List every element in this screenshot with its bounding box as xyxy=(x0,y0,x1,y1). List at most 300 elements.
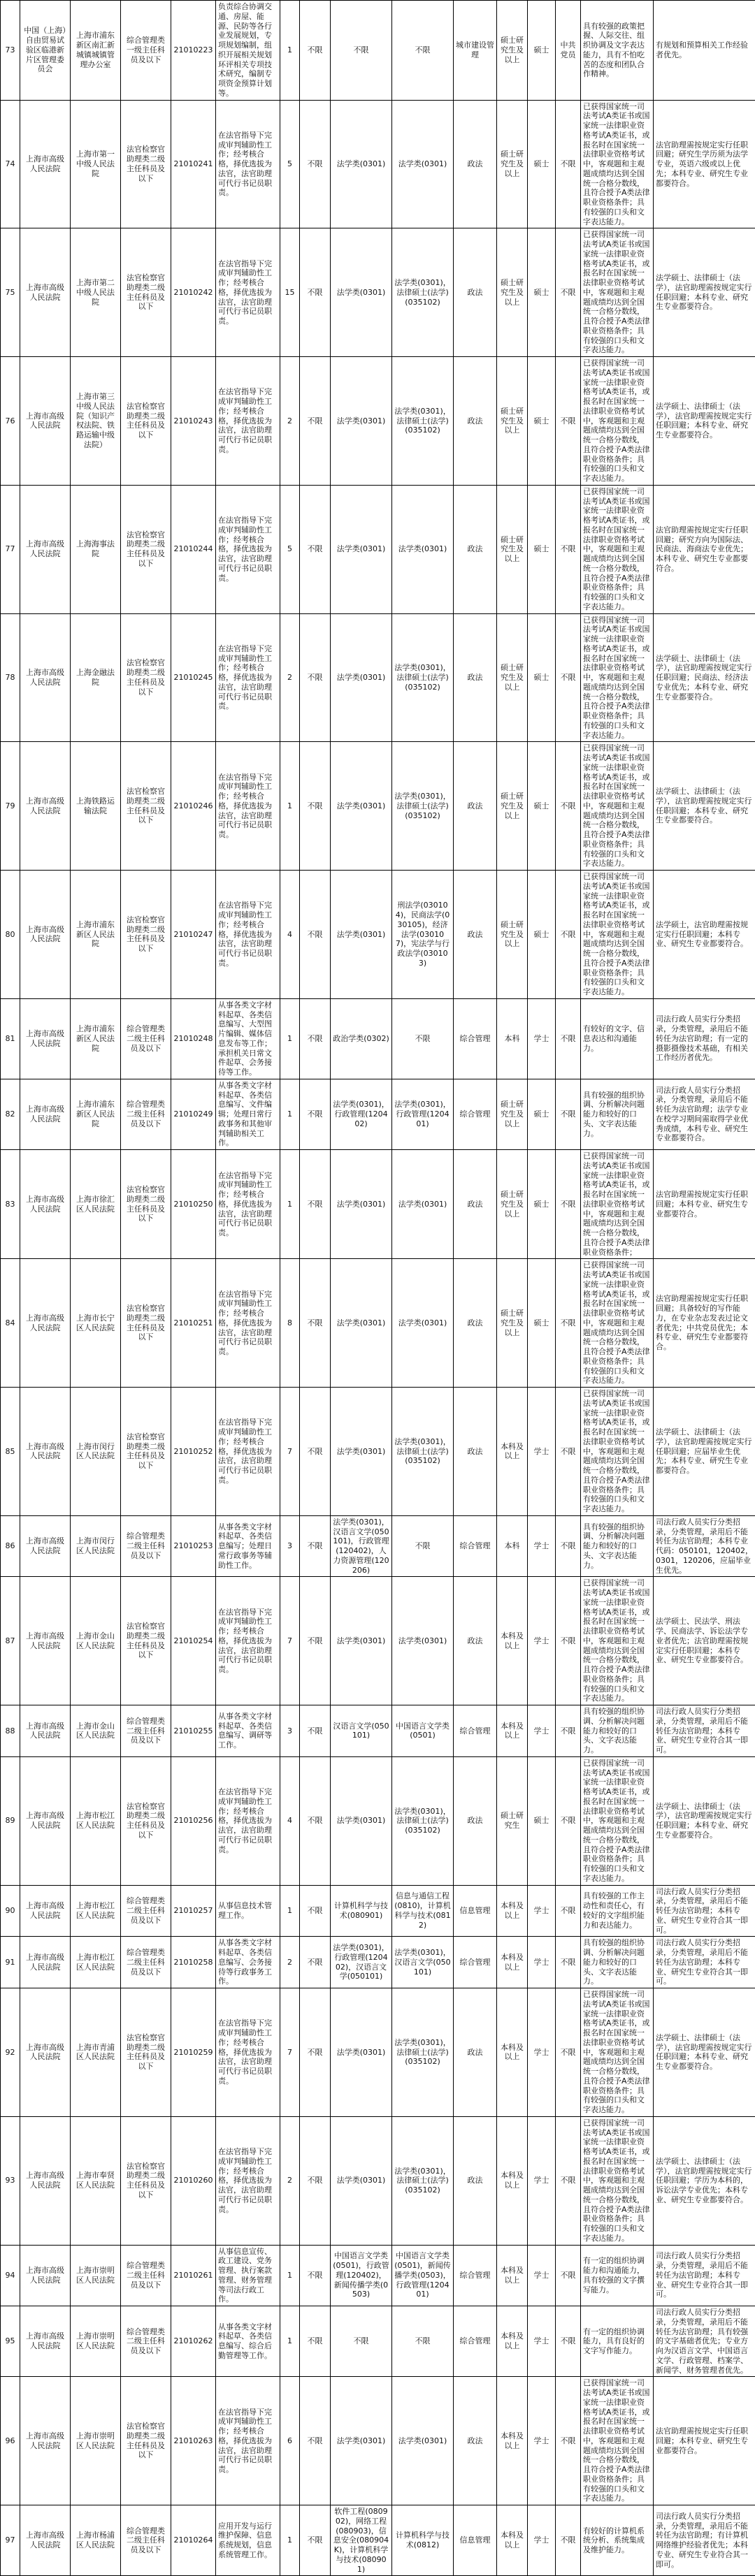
cell-description: 在法官指导下完成审判辅助性工作；经考核合格，择优选拔为法官，法官助理可代行书记员职责。 xyxy=(216,1388,280,1516)
cell-degree: 硕士 xyxy=(528,1756,556,1885)
cell-other: 法官助理需按规定实行任职回避；具备较好的写作能力，在专业杂志发表过论文者优先；中共党员优先；本科专业、研究生专业都要符合。 xyxy=(654,1259,755,1388)
cell-other: 法学硕士、法律硕士（法学），法官助理需按规定实行任职回避；本科专业、研究生专业都要符合。 xyxy=(654,1988,755,2117)
cell-seq: 85 xyxy=(1,1388,20,1516)
cell-dept: 上海市闵行区人民法院 xyxy=(71,1515,121,1577)
cell-count: 7 xyxy=(280,1577,300,1705)
cell-major_grad: 信息与通信工程(0810)，计算机科学与技术(0812) xyxy=(392,1885,454,1937)
cell-degree: 硕士 xyxy=(528,1079,556,1149)
table-row xyxy=(1,1885,755,1937)
cell-seq: 93 xyxy=(1,2116,20,2245)
cell-other: 司法行政人员实行分类招录，分类管理，录用后不能转任为法官助理；本科专业、研究生专业符合其一即可。 xyxy=(654,2245,755,2306)
cell-other: 司法行政人员实行分类招录，分类管理，录用后不能转任为法官助理；有一定的摄影摄像技术基础，有相关工作经历者优先。 xyxy=(654,998,755,1079)
cell-major_grad: 不限 xyxy=(392,2306,454,2377)
cell-politics: 不限 xyxy=(556,613,581,742)
cell-exp: 不限 xyxy=(300,2505,331,2576)
cell-degree: 硕士 xyxy=(528,742,556,871)
cell-seq: 77 xyxy=(1,485,20,613)
cell-dept: 上海市徐汇区人民法院 xyxy=(71,1150,121,1259)
cell-exam_type: 综合管理 xyxy=(454,2306,497,2377)
cell-other: 法学硕士、法律硕士（法学），法官助理需按规定实行任职回避；本科专业、研究生专业都要符合。 xyxy=(654,357,755,486)
cell-degree: 学士 xyxy=(528,1988,556,2117)
cell-requirements: 已获得国家统一司法考试A类证书或国家统一法律职业资格考试A类证书，或报名时在国家统一法律职业资格考试中，客观题和主观题成绩均达到全国统一合格分数线，且符合授予A类法律职业资格条件；具有较强的口头和文字表达能力。 xyxy=(581,1388,654,1516)
cell-exam_type: 政法 xyxy=(454,228,497,357)
cell-politics: 不限 xyxy=(556,871,581,999)
cell-description: 负责综合协调交通、房屋、能源、民防等各行业发展规划，专项规划编制，组织开展相关规划环评相关专项技术研究，编制专项资金预算计划等。 xyxy=(216,1,280,101)
cell-degree: 硕士 xyxy=(528,357,556,486)
cell-unit: 上海市高级人民法院 xyxy=(20,1515,71,1577)
cell-other: 法学硕士、法律硕士（法学），法官助理需按规定实行任职回避；本科专业、研究生专业都要符合。 xyxy=(654,1756,755,1885)
cell-exp: 不限 xyxy=(300,2306,331,2377)
cell-degree: 学士 xyxy=(528,1705,556,1757)
cell-count: 6 xyxy=(280,2377,300,2505)
cell-position: 法官检察官助理类二级主任科员及以下 xyxy=(121,1259,171,1388)
cell-exam_type: 政法 xyxy=(454,1756,497,1885)
cell-politics: 不限 xyxy=(556,2116,581,2245)
cell-other: 法学硕士、法律硕士（法学），法官助理需按规定实行任职回避；本科专业、研究生专业都要符合。 xyxy=(654,742,755,871)
table-row xyxy=(1,1388,755,1516)
cell-exp: 不限 xyxy=(300,1150,331,1259)
cell-position: 法官检察官助理类二级主任科员及以下 xyxy=(121,1150,171,1259)
cell-seq: 94 xyxy=(1,2245,20,2306)
cell-major_ug: 法学类(0301) xyxy=(331,2377,392,2505)
cell-dept: 上海市第二中级人民法院 xyxy=(71,228,121,357)
table-row xyxy=(1,357,755,486)
cell-politics: 不限 xyxy=(556,2245,581,2306)
cell-code: 21010243 xyxy=(171,357,216,486)
cell-requirements: 具有较强的组织协调、分析解决问题能力和较好的口头、文字表达能力。 xyxy=(581,1079,654,1149)
cell-dept: 上海市青浦区人民法院 xyxy=(71,1988,121,2117)
cell-edu: 硕士研究生及以上 xyxy=(497,1259,528,1388)
cell-count: 1 xyxy=(280,2245,300,2306)
cell-edu: 本科 xyxy=(497,1515,528,1577)
cell-edu: 硕士研究生及以上 xyxy=(497,1,528,101)
cell-requirements: 已获得国家统一司法考试A类证书或国家统一法律职业资格考试A类证书，或报名时在国家统一法律职业资格考试中，客观题和主观题成绩均达到全国统一合格分数线，且符合授予A类法律职业资格条件；具有较强的口头和文字表达能力。 xyxy=(581,1259,654,1388)
cell-exp: 不限 xyxy=(300,2377,331,2505)
cell-description: 从事各类文字材料起草、各类信息编写、大型图片编辑、媒体信息发布等工作；承担机关日常文件起草、会务接待等工作。 xyxy=(216,998,280,1079)
cell-exam_type: 综合管理 xyxy=(454,1705,497,1757)
cell-description: 在法官指导下完成审判辅助性工作；经考核合格，择优选拔为法官，法官助理可代行书记员职责。 xyxy=(216,357,280,486)
cell-other: 法学硕士、法律硕士（法学），法官助理需按规定实行任职回避；民商法、经济法专业优先；本科专业、研究生专业都要符合。 xyxy=(654,613,755,742)
cell-major_grad: 法学类(0301) xyxy=(392,1259,454,1388)
cell-exp: 不限 xyxy=(300,1388,331,1516)
cell-politics: 不限 xyxy=(556,1988,581,2117)
cell-exam_type: 政法 xyxy=(454,485,497,613)
cell-seq: 88 xyxy=(1,1705,20,1757)
cell-politics: 不限 xyxy=(556,1937,581,1988)
cell-requirements: 有较好的文字、信息表达和沟通能力。 xyxy=(581,998,654,1079)
cell-dept: 上海市金山区人民法院 xyxy=(71,1577,121,1705)
cell-unit: 上海市高级人民法院 xyxy=(20,357,71,486)
cell-other: 司法行政人员实行分类招录，分类管理，录用后不能转任为法官助理；本科专业代码：050101，120402，0301，120206，应届毕业生优先。 xyxy=(654,1515,755,1577)
cell-exp: 不限 xyxy=(300,2116,331,2245)
cell-edu: 本科 xyxy=(497,998,528,1079)
cell-major_ug: 法学类(0301) xyxy=(331,1388,392,1516)
cell-unit: 上海市高级人民法院 xyxy=(20,485,71,613)
cell-seq: 74 xyxy=(1,100,20,228)
cell-major_grad: 法学类(0301)，法律硕士(法学)(035102) xyxy=(392,613,454,742)
cell-requirements: 有较好的计算机系统分析、系统集成及维护能力。 xyxy=(581,2505,654,2576)
cell-code: 21010258 xyxy=(171,1937,216,1988)
cell-count: 1 xyxy=(280,2505,300,2576)
cell-major_ug: 法学类(0301) xyxy=(331,1150,392,1259)
cell-dept: 上海市杨浦区人民法院 xyxy=(71,2505,121,2576)
cell-description: 在法官指导下完成审判辅助性工作；经考核合格，择优选拔为法官，法官助理可代行书记员职责。 xyxy=(216,2116,280,2245)
cell-position: 综合管理类二级主任科员及以下 xyxy=(121,1937,171,1988)
cell-other: 法学硕士、法律硕士（法学），法官助理需按规定实行任职回避；应届毕业生优先；本科专业、研究生专业都要符合。 xyxy=(654,1388,755,1516)
cell-major_grad: 法学类(0301) xyxy=(392,1150,454,1259)
cell-code: 21010245 xyxy=(171,613,216,742)
cell-position: 法官检察官助理类二级主任科员及以下 xyxy=(121,1756,171,1885)
cell-count: 5 xyxy=(280,100,300,228)
cell-exp: 不限 xyxy=(300,228,331,357)
cell-major_ug: 法学类(0301) xyxy=(331,613,392,742)
cell-major_grad: 法学类(0301)，法律硕士(法学)(035102) xyxy=(392,357,454,486)
cell-count: 7 xyxy=(280,1988,300,2117)
cell-major_grad: 不限 xyxy=(392,998,454,1079)
cell-unit: 上海市高级人民法院 xyxy=(20,1937,71,1988)
cell-requirements: 具有较强的组织协调、分析解决问题能力和较好的口头、文字表达能力。 xyxy=(581,1705,654,1757)
cell-edu: 本科及以上 xyxy=(497,2306,528,2377)
cell-unit: 上海市高级人民法院 xyxy=(20,1388,71,1516)
cell-requirements: 已获得国家统一司法考试A类证书或国家统一法律职业资格考试A类证书，或报名时在国家统一法律职业资格考试中，客观题和主观题成绩均达到全国统一合格分数线，且符合授予A类法律职业资格条件；具有较强的口头和文字表达能力。 xyxy=(581,613,654,742)
cell-major_ug: 汉语言文学(050101) xyxy=(331,1705,392,1757)
cell-count: 3 xyxy=(280,1705,300,1757)
cell-degree: 学士 xyxy=(528,1388,556,1516)
table-row xyxy=(1,1150,755,1259)
cell-code: 21010246 xyxy=(171,742,216,871)
cell-exam_type: 政法 xyxy=(454,1388,497,1516)
cell-major_ug: 法学类(0301)，汉语言文学(050101)，行政管理(120402)，人力资源管理(120206) xyxy=(331,1515,392,1577)
cell-code: 21010260 xyxy=(171,2116,216,2245)
cell-count: 2 xyxy=(280,613,300,742)
cell-dept: 上海市长宁区人民法院 xyxy=(71,1259,121,1388)
cell-major_ug: 法学类(0301) xyxy=(331,1988,392,2117)
cell-other: 司法行政人员实行分类招录，分类管理，录用后不能转任为法官助理；具有较强的文字基础者优先；专业方向为汉语言文学、中国语言文学、行政管理、档案学、新闻学、财务管理者优先。 xyxy=(654,2306,755,2377)
cell-count: 1 xyxy=(280,998,300,1079)
cell-exam_type: 政法 xyxy=(454,2116,497,2245)
cell-position: 法官检察官助理类二级主任科员及以下 xyxy=(121,1388,171,1516)
table-row xyxy=(1,1,755,101)
cell-requirements: 具有较强的政策把握、人际交往、组织协调及文字表达能力，具有不怕吃苦的态度和团队合作精神。 xyxy=(581,1,654,101)
cell-code: 21010250 xyxy=(171,1150,216,1259)
cell-dept: 上海市浦东新区人民法院 xyxy=(71,998,121,1079)
cell-other: 司法行政人员实行分类招录，分类管理，录用后不能转任为法官助理；本科专业、研究生专业符合其一即可。 xyxy=(654,1705,755,1757)
cell-code: 21010249 xyxy=(171,1079,216,1149)
cell-position: 法官检察官助理类二级主任科员及以下 xyxy=(121,357,171,486)
cell-seq: 76 xyxy=(1,357,20,486)
cell-requirements: 具有较强的组织协调、分析解决问题能力和较好的口头、文字表达能力。 xyxy=(581,1937,654,1988)
cell-politics: 中共党员 xyxy=(556,1,581,101)
cell-edu: 本科及以上 xyxy=(497,1577,528,1705)
cell-politics: 不限 xyxy=(556,485,581,613)
cell-major_grad: 刑法学(030104)，民商法学(030105)，经济法学(030107)，宪法学与行政法学(030103) xyxy=(392,871,454,999)
cell-description: 在法官指导下完成审判辅助性工作；经考核合格，择优选拔为法官，法官助理可代行书记员职责。 xyxy=(216,1756,280,1885)
table-row xyxy=(1,2505,755,2576)
cell-description: 应用开发与运行维护保障、信息系统规划，信息系统管理工作。 xyxy=(216,2505,280,2576)
cell-major_grad: 中国语言文学类(0501)，新闻传播学类(0503)，行政管理(120401) xyxy=(392,2245,454,2306)
cell-exam_type: 城市建设管理 xyxy=(454,1,497,101)
cell-unit: 上海市高级人民法院 xyxy=(20,1577,71,1705)
cell-requirements: 已获得国家统一司法考试A类证书或国家统一法律职业资格考试A类证书，或报名时在国家统一法律职业资格考试中，客观题和主观题成绩均达到全国统一合格分数线，且符合授予A类法律职业资格条件；具有较强的口头和文字表达能力。 xyxy=(581,2116,654,2245)
cell-major_ug: 法学类(0301) xyxy=(331,100,392,228)
cell-count: 15 xyxy=(280,228,300,357)
cell-exam_type: 政法 xyxy=(454,1150,497,1259)
cell-edu: 硕士研究生及以上 xyxy=(497,228,528,357)
cell-edu: 硕士研究生及以上 xyxy=(497,100,528,228)
cell-position: 法官检察官助理类二级主任科员及以下 xyxy=(121,100,171,228)
cell-politics: 不限 xyxy=(556,2306,581,2377)
cell-degree: 学士 xyxy=(528,1515,556,1577)
cell-major_grad: 法学类(0301) xyxy=(392,485,454,613)
cell-exam_type: 信息管理 xyxy=(454,1885,497,1937)
cell-exam_type: 综合管理 xyxy=(454,1937,497,1988)
cell-exp: 不限 xyxy=(300,2245,331,2306)
table-row xyxy=(1,871,755,999)
cell-dept: 上海市第一中级人民法院 xyxy=(71,100,121,228)
cell-description: 在法官指导下完成审判辅助性工作；经考核合格，择优选拔为法官，法官助理可代行书记员职责。 xyxy=(216,2377,280,2505)
cell-degree: 硕士 xyxy=(528,871,556,999)
cell-other: 司法行政人员实行分类招录，分类管理，录用后不能转任为法官助理；本科专业、研究生专业符合其一即可。 xyxy=(654,1937,755,1988)
cell-unit: 上海市高级人民法院 xyxy=(20,228,71,357)
cell-code: 21010248 xyxy=(171,998,216,1079)
cell-degree: 学士 xyxy=(528,1885,556,1937)
cell-seq: 90 xyxy=(1,1885,20,1937)
cell-major_grad: 计算机科学与技术(0812) xyxy=(392,2505,454,2576)
table-row xyxy=(1,1259,755,1388)
cell-requirements: 已获得国家统一司法考试A类证书或国家统一法律职业资格考试A类证书，或报名时在国家统一法律职业资格考试中，客观题和主观题成绩均达到全国统一合格分数线，且符合授予A类法律职业资格条件；具有较强的口头和文字表达能力。 xyxy=(581,357,654,486)
table-row xyxy=(1,485,755,613)
cell-dept: 上海市第三中级人民法院（知识产权法院、铁路运输中级法院） xyxy=(71,357,121,486)
cell-requirements: 已获得国家统一司法考试A类证书或国家统一法律职业资格考试A类证书，或报名时在国家统一法律职业资格考试中，客观题和主观题成绩均达到全国统一合格分数线，且符合授予A类法律职业资格条件；具有较强的口头和文字表达能力。 xyxy=(581,228,654,357)
cell-politics: 不限 xyxy=(556,1885,581,1937)
cell-major_grad: 法学类(0301)，法律硕士(法学)(035102) xyxy=(392,1756,454,1885)
table-row xyxy=(1,2306,755,2377)
cell-politics: 不限 xyxy=(556,1577,581,1705)
cell-position: 法官检察官助理类二级主任科员及以下 xyxy=(121,485,171,613)
cell-major_ug: 法学类(0301)，行政管理(120402) xyxy=(331,1079,392,1149)
cell-exam_type: 综合管理 xyxy=(454,2245,497,2306)
cell-degree: 硕士 xyxy=(528,228,556,357)
cell-count: 5 xyxy=(280,485,300,613)
cell-position: 法官检察官助理类二级主任科员及以下 xyxy=(121,742,171,871)
cell-position: 法官检察官助理类二级主任科员及以下 xyxy=(121,871,171,999)
job-table-body xyxy=(1,1,755,2576)
cell-dept: 上海市松江区人民法院 xyxy=(71,1885,121,1937)
cell-code: 21010252 xyxy=(171,1388,216,1516)
cell-exp: 不限 xyxy=(300,742,331,871)
cell-seq: 96 xyxy=(1,2377,20,2505)
cell-description: 在法官指导下完成审判辅助性工作；经考核合格，择优选拔为法官，法官助理可代行书记员职责。 xyxy=(216,742,280,871)
table-row xyxy=(1,1705,755,1757)
cell-count: 2 xyxy=(280,2116,300,2245)
cell-seq: 95 xyxy=(1,2306,20,2377)
cell-requirements: 具有较强的组织协调、分析解决问题能力和较好的口头、文字表达能力。 xyxy=(581,1515,654,1577)
table-row xyxy=(1,998,755,1079)
cell-unit: 上海市高级人民法院 xyxy=(20,998,71,1079)
cell-edu: 硕士研究生及以上 xyxy=(497,742,528,871)
cell-dept: 上海市崇明区人民法院 xyxy=(71,2377,121,2505)
cell-degree: 学士 xyxy=(528,2377,556,2505)
cell-exam_type: 政法 xyxy=(454,357,497,486)
table-row xyxy=(1,613,755,742)
cell-edu: 硕士研究生及以上 xyxy=(497,1150,528,1259)
cell-dept: 上海市闵行区人民法院 xyxy=(71,1388,121,1516)
cell-other: 法官助理需按规定实行任职回避；研究方向为国际法、民商法、海商法专业优先；本科专业、研究生专业都要符合。 xyxy=(654,485,755,613)
cell-description: 在法官指导下完成审判辅助性工作；经考核合格，择优选拔为法官，法官助理可代行书记员职责。 xyxy=(216,871,280,999)
cell-other: 法学硕士、民法学、刑法学、民商法学、诉讼法学专业者优先；法官助理需按规定实行任职回避；本科专业、研究生专业都要符合。 xyxy=(654,1577,755,1705)
cell-politics: 不限 xyxy=(556,2377,581,2505)
table-row xyxy=(1,1515,755,1577)
cell-position: 法官检察官助理类二级主任科员及以下 xyxy=(121,1988,171,2117)
cell-code: 21010244 xyxy=(171,485,216,613)
cell-count: 1 xyxy=(280,742,300,871)
cell-other: 司法行政人员实行分类招录，分类管理，录用后不能转任为法官助理；法学专业在校学习期间需取得学业优秀成绩，本科专业、研究生专业都要符合。 xyxy=(654,1079,755,1149)
cell-dept: 上海市奉贤区人民法院 xyxy=(71,2116,121,2245)
cell-exam_type: 信息管理 xyxy=(454,2505,497,2576)
cell-seq: 92 xyxy=(1,1988,20,2117)
cell-exam_type: 综合管理 xyxy=(454,998,497,1079)
table-row xyxy=(1,228,755,357)
cell-seq: 79 xyxy=(1,742,20,871)
cell-exp: 不限 xyxy=(300,1756,331,1885)
cell-major_grad: 法学类(0301) xyxy=(392,1577,454,1705)
cell-degree: 硕士 xyxy=(528,485,556,613)
cell-edu: 本科及以上 xyxy=(497,1988,528,2117)
cell-code: 21010255 xyxy=(171,1705,216,1757)
cell-major_ug: 法学类(0301) xyxy=(331,871,392,999)
cell-count: 1 xyxy=(280,1885,300,1937)
cell-position: 法官检察官助理类二级主任科员及以下 xyxy=(121,613,171,742)
cell-major_ug: 法学类(0301) xyxy=(331,1756,392,1885)
cell-exp: 不限 xyxy=(300,613,331,742)
cell-dept: 上海市浦东新区人民法院 xyxy=(71,871,121,999)
cell-seq: 82 xyxy=(1,1079,20,1149)
cell-edu: 本科及以上 xyxy=(497,2505,528,2576)
cell-dept: 上海铁路运输法院 xyxy=(71,742,121,871)
cell-dept: 上海金融法院 xyxy=(71,613,121,742)
cell-degree: 硕士 xyxy=(528,1150,556,1259)
cell-count: 1 xyxy=(280,2306,300,2377)
cell-exam_type: 政法 xyxy=(454,871,497,999)
cell-exp: 不限 xyxy=(300,1577,331,1705)
cell-description: 在法官指导下完成审判辅助性工作；经考核合格，择优选拔为法官，法官助理可代行书记员职责。 xyxy=(216,100,280,228)
cell-major_ug: 不限 xyxy=(331,2306,392,2377)
cell-seq: 80 xyxy=(1,871,20,999)
cell-seq: 87 xyxy=(1,1577,20,1705)
cell-dept: 上海市崇明区人民法院 xyxy=(71,2245,121,2306)
table-row xyxy=(1,2245,755,2306)
cell-politics: 不限 xyxy=(556,742,581,871)
cell-dept: 上海市崇明区人民法院 xyxy=(71,2306,121,2377)
cell-seq: 75 xyxy=(1,228,20,357)
cell-edu: 硕士研究生 xyxy=(497,1756,528,1885)
table-row xyxy=(1,1756,755,1885)
cell-description: 在法官指导下完成审判辅助性工作；经考核合格，择优选拔为法官，法官助理可代行书记员职责。 xyxy=(216,1577,280,1705)
cell-other: 法学硕士、法律硕士（法学），法官助理需按规定实行任职回避；本科专业、研究生专业都要符合。 xyxy=(654,228,755,357)
cell-exam_type: 政法 xyxy=(454,100,497,228)
cell-position: 综合管理类二级主任科员及以下 xyxy=(121,1885,171,1937)
cell-politics: 不限 xyxy=(556,1079,581,1149)
cell-count: 1 xyxy=(280,1150,300,1259)
cell-requirements: 有一定的组织协调能力和沟通能力，具有较强的文字撰写能力。 xyxy=(581,2245,654,2306)
cell-unit: 上海市高级人民法院 xyxy=(20,1885,71,1937)
cell-major_ug: 法学类(0301) xyxy=(331,228,392,357)
cell-edu: 硕士研究生及以上 xyxy=(497,357,528,486)
cell-seq: 86 xyxy=(1,1515,20,1577)
cell-degree: 学士 xyxy=(528,2245,556,2306)
cell-major_ug: 中国语言文学类(0501)，行政管理(120402)，新闻传播学类(0503) xyxy=(331,2245,392,2306)
cell-exp: 不限 xyxy=(300,100,331,228)
cell-code: 21010251 xyxy=(171,1259,216,1388)
cell-exam_type: 综合管理 xyxy=(454,1515,497,1577)
cell-major_ug: 不限 xyxy=(331,1,392,101)
cell-description: 从事各类文字材料起草、各类信息编写、文件编辑；处理日常行政事务和其他审判辅助相关工作。 xyxy=(216,1079,280,1149)
cell-requirements: 已获得国家统一司法考试A类证书或国家统一法律职业资格考试A类证书，或报名时在国家统一法律职业资格考试中，客观题和主观题成绩均达到全国统一合格分数线，且符合授予A类法律职业资格条件；具有较强的口头和文字表达能力。 xyxy=(581,1756,654,1885)
cell-unit: 上海市高级人民法院 xyxy=(20,1705,71,1757)
cell-major_ug: 计算机科学与技术(080901) xyxy=(331,1885,392,1937)
cell-description: 在法官指导下完成审判辅助性工作；经考核合格，择优选拔为法官，法官助理可代行书记员职责。 xyxy=(216,1988,280,2117)
cell-unit: 上海市高级人民法院 xyxy=(20,1079,71,1149)
cell-position: 综合管理类二级主任科员及以下 xyxy=(121,2245,171,2306)
cell-other: 法学硕士，法官助理需按规定实行任职回避；本科专业、研究生专业都要符合。 xyxy=(654,871,755,999)
cell-exp: 不限 xyxy=(300,1705,331,1757)
cell-requirements: 已获得国家统一司法考试A类证书或国家统一法律职业资格考试A类证书，或报名时在国家统一法律职业资格考试中，客观题和主观题成绩均达到全国统一合格分数线，且符合授予A类法律职业资格条件；具有较强的口头和文字表达能力。 xyxy=(581,100,654,228)
cell-exp: 不限 xyxy=(300,1885,331,1937)
cell-requirements: 已获得国家统一司法考试A类证书或国家统一法律职业资格考试A类证书，或报名时在国家统一法律职业资格考试中，客观题和主观题成绩均达到全国统一合格分数线，且符合授予A类法律职业资格条件；具有较强的口头和文字表达能力。 xyxy=(581,2377,654,2505)
table-row xyxy=(1,1988,755,2117)
cell-major_ug: 法学类(0301) xyxy=(331,1259,392,1388)
cell-exp: 不限 xyxy=(300,998,331,1079)
cell-count: 7 xyxy=(280,1388,300,1516)
cell-description: 在法官指导下完成审判辅助性工作；经考核合格，择优选拔为法官，法官助理可代行书记员职责。 xyxy=(216,1150,280,1259)
cell-edu: 本科及以上 xyxy=(497,2245,528,2306)
cell-seq: 84 xyxy=(1,1259,20,1388)
cell-edu: 硕士研究生及以上 xyxy=(497,1079,528,1149)
cell-description: 在法官指导下完成审判辅助性工作；经考核合格，择优选拔为法官，法官助理可代行书记员职责。 xyxy=(216,228,280,357)
cell-major_ug: 法学类(0301) xyxy=(331,357,392,486)
cell-degree: 学士 xyxy=(528,998,556,1079)
cell-major_ug: 法学类(0301) xyxy=(331,1577,392,1705)
cell-seq: 83 xyxy=(1,1150,20,1259)
cell-major_grad: 法学类(0301)，法律硕士(法学)(035102) xyxy=(392,742,454,871)
cell-exam_type: 政法 xyxy=(454,1259,497,1388)
cell-unit: 上海市高级人民法院 xyxy=(20,871,71,999)
cell-politics: 不限 xyxy=(556,1756,581,1885)
cell-code: 21010263 xyxy=(171,2377,216,2505)
cell-unit: 上海市高级人民法院 xyxy=(20,2505,71,2576)
cell-other: 法学硕士、法律硕士（法学），法官助理需按规定实行任职回避；学历为本科的，诉讼法学专业优先；本科专业、研究生专业都要符合。 xyxy=(654,2116,755,2245)
cell-major_ug: 法学类(0301) xyxy=(331,742,392,871)
cell-code: 21010241 xyxy=(171,100,216,228)
cell-major_ug: 法学类(0301)，行政管理(120402)，汉语言文学(050101) xyxy=(331,1937,392,1988)
cell-exam_type: 政法 xyxy=(454,613,497,742)
cell-major_grad: 不限 xyxy=(392,1515,454,1577)
cell-requirements: 已获得国家统一司法考试A类证书或国家统一法律职业资格考试A类证书，或报名时在国家统一法律职业资格考试中，客观题和主观题成绩均达到全国统一合格分数线，且符合授予A类法律职业资格条件；具有较强的口头和文字表达能力。 xyxy=(581,871,654,999)
table-row xyxy=(1,1937,755,1988)
cell-seq: 81 xyxy=(1,998,20,1079)
cell-requirements: 已获得国家统一司法考试A类证书或国家统一法律职业资格考试A类证书，或报名时在国家统一法律职业资格考试中，客观题和主观题成绩均达到全国统一合格分数线，且符合授予A类法律职业资格条件；具有较强的口头和文字表达能力。 xyxy=(581,1988,654,2117)
cell-position: 法官检察官助理类二级主任科员及以下 xyxy=(121,2377,171,2505)
cell-dept: 上海市浦东新区南汇新城镇城镇管理办公室 xyxy=(71,1,121,101)
cell-degree: 学士 xyxy=(528,2505,556,2576)
cell-major_grad: 法学类(0301) xyxy=(392,2377,454,2505)
cell-dept: 上海海事法院 xyxy=(71,485,121,613)
cell-unit: 上海市高级人民法院 xyxy=(20,742,71,871)
cell-exam_type: 政法 xyxy=(454,2377,497,2505)
cell-seq: 89 xyxy=(1,1756,20,1885)
cell-politics: 不限 xyxy=(556,1705,581,1757)
cell-major_grad: 法学类(0301) xyxy=(392,100,454,228)
